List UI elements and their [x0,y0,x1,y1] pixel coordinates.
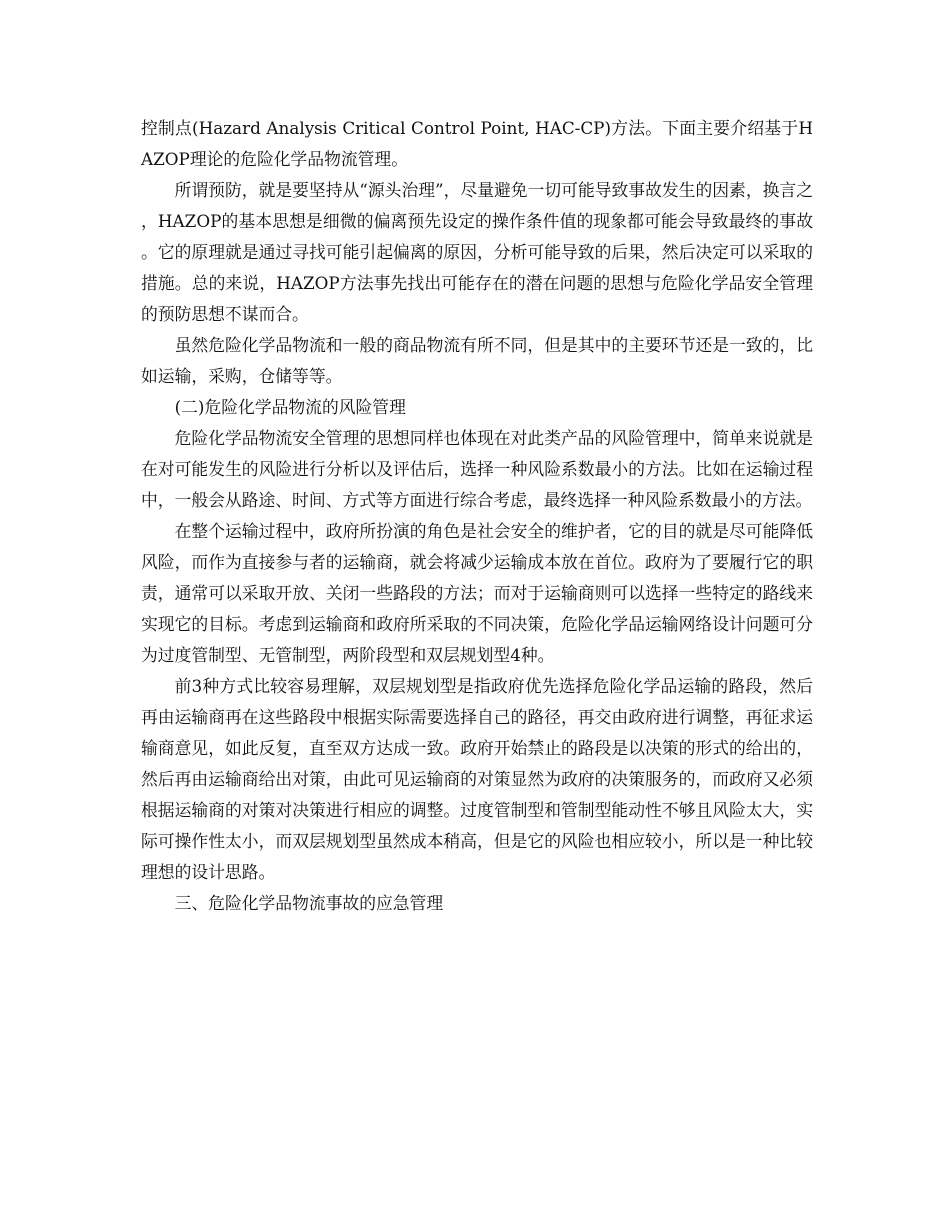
paragraph-prevention: 所谓预防，就是要坚持从“源头治理”，尽量避免一切可能导致事故发生的因素，换言之，HAZOP的基本思想是细微的偏离预先设定的操作条件值的现象都可能会导致最终的事故。它的原理就是通过寻找可能引起偏离的原因，分析可能导致的后果，然后决定可以采取的措施。总的来说，HAZOP方法事先找出可能存在的潜在问题的思想与危险化学品安全管理的预防思想不谋而合。 [141,180,813,324]
section-heading-emergency-management: 三、危险化学品物流事故的应急管理 [174,893,444,913]
paragraph-logistics-links: 虽然危险化学品物流和一般的商品物流有所不同，但是其中的主要环节还是一致的，比如运输，采购，仓储等等。 [141,335,813,386]
paragraph-transport-roles: 在整个运输过程中，政府所扮演的角色是社会安全的维护者，它的目的就是尽可能降低风险，而作为直接参与者的运输商，就会将减少运输成本放在首位。政府为了要履行它的职责，通常可以采取开放、关闭一些路段的方法；而对于运输商则可以选择一些特定的路线来实现它的目标。考虑到运输商和政府所采取的不同决策，危险化学品运输网络设计问题可分为过度管制型、无管制型，两阶段型和双层规划型4种。 [141,521,813,665]
document-body [141,113,813,919]
paragraph-bilevel-planning: 前3种方式比较容易理解，双层规划型是指政府优先选择危险化学品运输的路段，然后再由运输商再在这些路段中根据实际需要选择自己的路径，再交由政府进行调整，再征求运输商意见，如此反复，直至双方达成一致。政府开始禁止的路段是以决策的形式的给出的，然后再由运输商给出对策，由此可见运输商的对策显然为政府的决策服务的，而政府又必须根据运输商的对策对决策进行相应的调整。过度管制型和管制型能动性不够且风险太大，实际可操作性太小，而双层规划型虽然成本稍高，但是它的风险也相应较小，所以是一种比较理想的设计思路。 [141,676,813,882]
section-heading-risk-management: (二)危险化学品物流的风险管理 [174,397,406,417]
paragraph-hazop-intro: 控制点(Hazard Analysis Critical Control Point, HAC-CP)方法。下面主要介绍基于HAZOP理论的危险化学品物流管理。 [141,118,813,169]
paragraph-risk-management: 危险化学品物流安全管理的思想同样也体现在对此类产品的风险管理中，简单来说就是在对可能发生的风险进行分析以及评估后，选择一种风险系数最小的方法。比如在运输过程中，一般会从路途、时间、方式等方面进行综合考虑，最终选择一种风险系数最小的方法。 [141,428,813,510]
